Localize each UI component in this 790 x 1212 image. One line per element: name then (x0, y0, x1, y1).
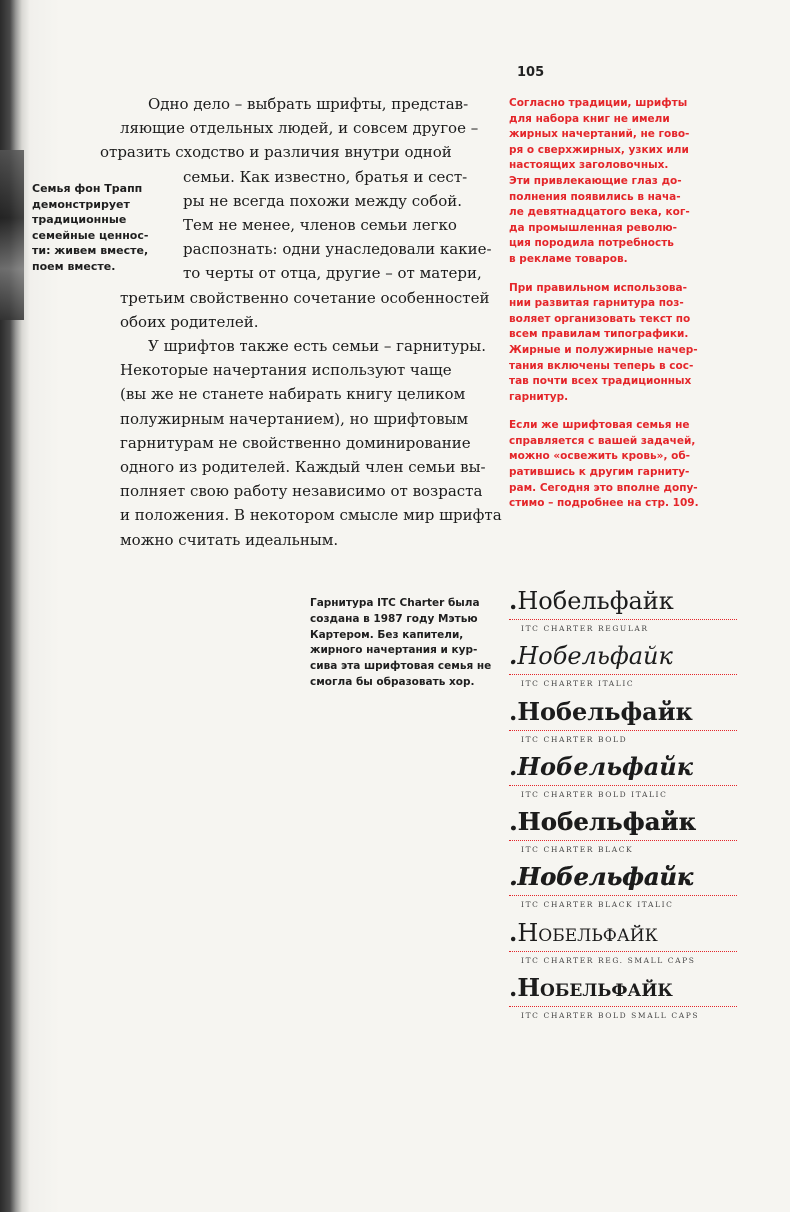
specimen-bullet: . (509, 862, 518, 892)
red-line: настоящих заголовочных. (509, 159, 669, 172)
red-line: тав почти всех традиционных (509, 375, 692, 388)
specimen-sample (509, 584, 744, 618)
caption-line: Картером. Без капители, (310, 628, 464, 641)
red-line: рам. Сегодня это вполне допу- (509, 481, 698, 494)
side-note-line: ти: живем вместе, (32, 244, 149, 257)
red-line: нии развитая гарнитура поз- (509, 297, 684, 310)
side-note-line: демонстрирует (32, 197, 130, 211)
body-line: семьи. Как известно, братья и сест- (183, 167, 468, 186)
side-note-line: традиционные (32, 213, 127, 226)
body-line: можно считать идеальным. (120, 530, 339, 549)
specimen-sample-text: Нобельфайк (517, 642, 673, 671)
dotted-rule (509, 840, 737, 841)
red-line: стимо – подробнее на стр. 109. (509, 497, 699, 510)
specimen-sample-text: Нобельфайк (517, 918, 658, 947)
specimen-bold-small-caps (509, 971, 744, 1026)
red-line: Согласно традиции, шрифты (509, 97, 688, 109)
red-line: для набора книг не имели (509, 112, 670, 125)
specimen-sample (509, 971, 744, 1005)
specimen-sample-text: Нобельфайк (517, 862, 693, 892)
red-paragraph-2 (509, 281, 729, 406)
body-line: то черты от отца, другие – от матери, (183, 264, 482, 283)
specimen-label: ITC CHARTER BLACK ITALIC (521, 900, 674, 910)
red-paragraph-1 (509, 96, 729, 268)
specimen-sample (509, 639, 744, 673)
side-note-line: поем вместе. (32, 259, 116, 273)
red-line: гарнитур. (509, 390, 569, 403)
specimen-black (509, 805, 744, 860)
body-line: ляющие отдельных людей, и совсем другое – (120, 119, 479, 138)
red-line: Жирные и полужирные начер- (509, 343, 698, 356)
specimen-sample-text: Нобельфайк (517, 807, 697, 837)
specimen-bold-italic (509, 750, 744, 805)
red-line: При правильном использова- (509, 281, 687, 294)
specimen-sample (509, 805, 744, 839)
body-line: полужирным начертанием), но шрифтовым (120, 409, 469, 428)
red-margin-column (509, 96, 729, 525)
facing-page-photo-edge (0, 150, 24, 320)
specimen-label: ITC CHARTER BOLD ITALIC (521, 789, 668, 799)
body-line: полняет свою работу независимо от возраста (120, 482, 483, 501)
body-line: Одно дело – выбрать шрифты, представ- (148, 95, 469, 113)
body-line: Тем не менее, членов семьи легко (183, 216, 457, 235)
body-line: и положения. В некотором смысле мир шрифта (120, 506, 502, 525)
caption-line: смогла бы образовать хор. (310, 675, 475, 688)
main-body-text (100, 92, 510, 552)
specimen-sample (509, 860, 744, 894)
side-note (32, 181, 172, 274)
specimen-bullet: . (509, 807, 518, 837)
body-line: гарнитурам не свойственно доминирование (120, 433, 471, 452)
dotted-rule (509, 730, 737, 731)
red-line: ле девятнадцатого века, ког- (509, 206, 690, 219)
red-line: воляет организовать текст по (509, 312, 691, 325)
specimen-bullet: . (509, 586, 518, 615)
specimen-label: ITC CHARTER REGULAR (521, 624, 649, 633)
dotted-rule (509, 1006, 737, 1007)
specimen-label: ITC CHARTER ITALIC (521, 679, 635, 689)
red-line: ря о сверхжирных, узких или (509, 143, 689, 156)
body-line: (вы же не станете набирать книгу целиком (120, 385, 466, 404)
body-paragraph-2 (100, 334, 510, 552)
caption-line: сива эта шрифтовая семья не (310, 660, 492, 673)
caption-line: жирного начертания и кур- (310, 644, 478, 657)
caption-line: Гарнитура ITC Charter была (310, 597, 480, 609)
font-specimen-list (509, 584, 744, 1026)
specimen-bullet: . (509, 751, 518, 781)
dotted-rule (509, 951, 737, 952)
body-line: третьим свойственно сочетание особенностей (120, 288, 490, 307)
red-line: всем правилам типографики. (509, 328, 689, 341)
specimen-bullet: . (509, 696, 518, 726)
specimen-italic (509, 639, 744, 694)
red-line: можно «освежить кровь», об- (509, 450, 691, 463)
specimen-sample-text: Нобельфайк (517, 973, 673, 1003)
specimen-bullet: . (509, 641, 518, 671)
specimen-sample-text: Нобельфайк (517, 587, 674, 615)
specimen-sample (509, 750, 744, 784)
body-line: одного из родителей. Каждый член семьи вы- (120, 458, 486, 477)
body-line: Некоторые начертания используют чаще (120, 361, 452, 380)
page-number: 105 (517, 65, 545, 80)
specimen-sample-text: Нобельфайк (517, 751, 693, 781)
red-line: да промышленная револю- (509, 221, 677, 234)
specimen-label: ITC CHARTER BOLD SMALL CAPS (521, 1011, 700, 1021)
red-line: Если же шрифтовая семья не (509, 419, 690, 432)
specimen-sample (509, 695, 744, 729)
body-line: ры не всегда похожи между собой. (183, 191, 462, 210)
side-note-line: семейные ценнос- (32, 228, 149, 242)
specimen-label: ITC CHARTER REG. SMALL CAPS (521, 955, 696, 965)
specimen-caption (310, 596, 500, 691)
specimen-black-italic (509, 860, 744, 915)
side-note-line: Семья фон Трапп (32, 182, 143, 195)
red-line: Эти привлекающие глаз до- (509, 174, 682, 187)
specimen-sample-text: Нобельфайк (517, 696, 693, 726)
specimen-small-caps (509, 916, 744, 971)
specimen-sample (509, 916, 744, 950)
body-line: распознать: одни унаследовали какие- (183, 240, 492, 259)
caption-line: создана в 1987 году Мэтью (310, 612, 478, 625)
body-line: отразить сходство и различия внутри одной (100, 143, 452, 162)
red-line: ция породила потребность (509, 237, 674, 250)
specimen-bullet: . (509, 917, 518, 947)
dotted-rule (509, 619, 737, 620)
specimen-bold (509, 695, 744, 750)
red-paragraph-3 (509, 418, 729, 512)
red-line: ратившись к другим гарниту- (509, 466, 690, 479)
specimen-label: ITC CHARTER BOLD (521, 734, 628, 744)
red-line: полнения появились в нача- (509, 190, 681, 203)
red-line: тания включены теперь в сос- (509, 359, 694, 372)
dotted-rule (509, 674, 737, 675)
specimen-label: ITC CHARTER BLACK (521, 845, 634, 855)
red-line: жирных начертаний, не гово- (509, 128, 690, 141)
dotted-rule (509, 895, 737, 896)
body-line: обоих родителей. (120, 312, 259, 331)
specimen-regular (509, 584, 744, 639)
specimen-bullet: . (509, 973, 518, 1003)
body-line: У шрифтов также есть семьи – гарнитуры. (148, 337, 486, 356)
dotted-rule (509, 785, 737, 786)
red-line: справляется с вашей задачей, (509, 434, 696, 447)
red-line: в рекламе товаров. (509, 252, 628, 265)
